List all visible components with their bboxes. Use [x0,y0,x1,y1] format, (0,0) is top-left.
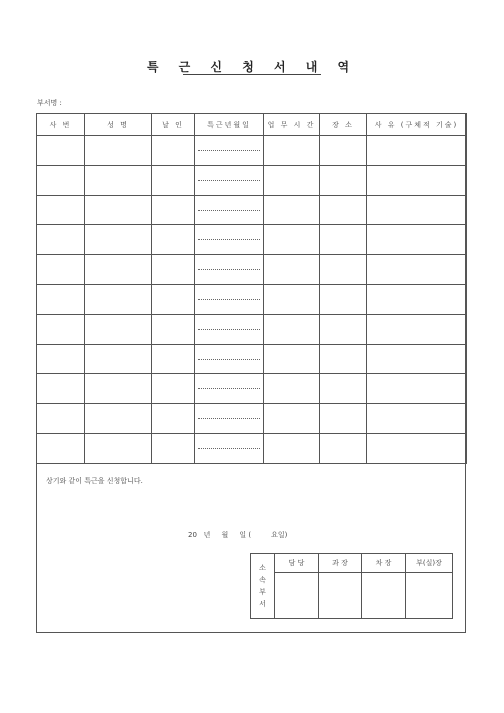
location-cell[interactable] [320,344,367,374]
employee-number-cell[interactable] [37,433,85,463]
name-cell[interactable] [85,225,152,255]
name-cell[interactable] [85,195,152,225]
seal-cell[interactable] [152,165,195,195]
employee-number-cell[interactable] [37,255,85,285]
employee-number-cell[interactable] [37,165,85,195]
name-cell[interactable] [85,136,152,166]
work-hours-cell[interactable] [264,195,320,225]
table-row [37,314,467,344]
side-label-char: 서 [259,600,266,608]
location-cell[interactable] [320,165,367,195]
employee-number-cell[interactable] [37,136,85,166]
name-cell[interactable] [85,165,152,195]
name-cell[interactable] [85,433,152,463]
table-row [37,433,467,463]
reason-cell[interactable] [367,284,467,314]
dotted-divider [198,180,260,181]
side-label-char: 소 [259,564,266,572]
overtime-date-cell[interactable] [195,433,264,463]
table-row [37,195,467,225]
table-row [37,225,467,255]
date-line: 20 년 월 일 ( 요일) [188,531,288,539]
table-row [37,404,467,434]
signature-cell[interactable] [275,573,319,619]
seal-cell[interactable] [152,255,195,285]
location-cell[interactable] [320,225,367,255]
table-row [37,136,467,166]
col-work-hours: 업 무 시 간 [264,114,320,136]
location-cell[interactable] [320,195,367,225]
dotted-divider [198,418,260,419]
seal-cell[interactable] [152,225,195,255]
overtime-date-cell[interactable] [195,165,264,195]
work-hours-cell[interactable] [264,136,320,166]
table-row [37,374,467,404]
reason-cell[interactable] [367,255,467,285]
employee-number-cell[interactable] [37,225,85,255]
col-seal: 날 인 [152,114,195,136]
name-cell[interactable] [85,404,152,434]
col-overtime-date: 특근년월일 [195,114,264,136]
signature-cell[interactable] [319,573,362,619]
seal-cell[interactable] [152,195,195,225]
work-hours-cell[interactable] [264,314,320,344]
side-label-char: 속 [259,576,266,584]
reason-cell[interactable] [367,165,467,195]
reason-cell[interactable] [367,136,467,166]
col-location: 장 소 [320,114,367,136]
overtime-date-cell[interactable] [195,195,264,225]
overtime-date-cell[interactable] [195,314,264,344]
overtime-date-cell[interactable] [195,255,264,285]
overtime-date-cell[interactable] [195,284,264,314]
table-row [37,344,467,374]
employee-number-cell[interactable] [37,314,85,344]
location-cell[interactable] [320,255,367,285]
employee-number-cell[interactable] [37,284,85,314]
employee-number-cell[interactable] [37,344,85,374]
name-cell[interactable] [85,255,152,285]
work-hours-cell[interactable] [264,284,320,314]
signature-cell[interactable] [362,573,406,619]
overtime-date-cell[interactable] [195,225,264,255]
dotted-divider [198,448,260,449]
work-hours-cell[interactable] [264,433,320,463]
overtime-date-cell[interactable] [195,344,264,374]
work-hours-cell[interactable] [264,255,320,285]
work-hours-cell[interactable] [264,404,320,434]
dotted-divider [198,150,260,151]
reason-cell[interactable] [367,314,467,344]
dotted-divider [198,388,260,389]
signature-cell[interactable] [406,573,453,619]
name-cell[interactable] [85,314,152,344]
dotted-divider [198,210,260,211]
location-cell[interactable] [320,404,367,434]
reason-cell[interactable] [367,344,467,374]
reason-cell[interactable] [367,433,467,463]
name-cell[interactable] [85,344,152,374]
name-cell[interactable] [85,374,152,404]
reason-cell[interactable] [367,374,467,404]
overtime-request-table [36,113,467,464]
name-cell[interactable] [85,284,152,314]
seal-cell[interactable] [152,433,195,463]
table-row [37,255,467,285]
approval-header-staff: 담 당 [275,554,319,573]
work-hours-cell[interactable] [264,374,320,404]
department-label: 부서명 : [37,99,62,107]
approval-box [250,553,453,619]
location-cell[interactable] [320,136,367,166]
approval-header-section-chief: 과 장 [319,554,362,573]
seal-cell[interactable] [152,374,195,404]
form-title: 특 근 신 청 서 내 역 [146,60,358,74]
col-reason: 사 유 (구체적 기술) [367,114,467,136]
approval-header-director: 부(실)장 [406,554,453,573]
work-hours-cell[interactable] [264,344,320,374]
table-body [37,136,467,464]
seal-cell[interactable] [152,344,195,374]
reason-cell[interactable] [367,195,467,225]
overtime-date-cell[interactable] [195,136,264,166]
dotted-divider [198,359,260,360]
overtime-date-cell[interactable] [195,374,264,404]
location-cell[interactable] [320,284,367,314]
col-name: 성 명 [85,114,152,136]
reason-cell[interactable] [367,404,467,434]
side-label-char: 부 [259,588,266,596]
dotted-divider [198,329,260,330]
dotted-divider [198,239,260,240]
dotted-divider [198,299,260,300]
work-hours-cell[interactable] [264,225,320,255]
work-hours-cell[interactable] [264,165,320,195]
seal-cell[interactable] [152,136,195,166]
col-employee-number: 사 번 [37,114,85,136]
overtime-date-cell[interactable] [195,404,264,434]
seal-cell[interactable] [152,404,195,434]
approval-header-deputy: 차 장 [362,554,406,573]
employee-number-cell[interactable] [37,374,85,404]
dotted-divider [198,269,260,270]
table-header-row [37,114,467,136]
employee-number-cell[interactable] [37,404,85,434]
table-row [37,165,467,195]
location-cell[interactable] [320,433,367,463]
table-row [37,284,467,314]
location-cell[interactable] [320,314,367,344]
reason-cell[interactable] [367,225,467,255]
title-underline [183,74,321,75]
approval-side-label [251,554,275,619]
location-cell[interactable] [320,374,367,404]
employee-number-cell[interactable] [37,195,85,225]
request-statement: 상기와 같이 특근을 신청합니다. [46,477,143,485]
seal-cell[interactable] [152,284,195,314]
seal-cell[interactable] [152,314,195,344]
